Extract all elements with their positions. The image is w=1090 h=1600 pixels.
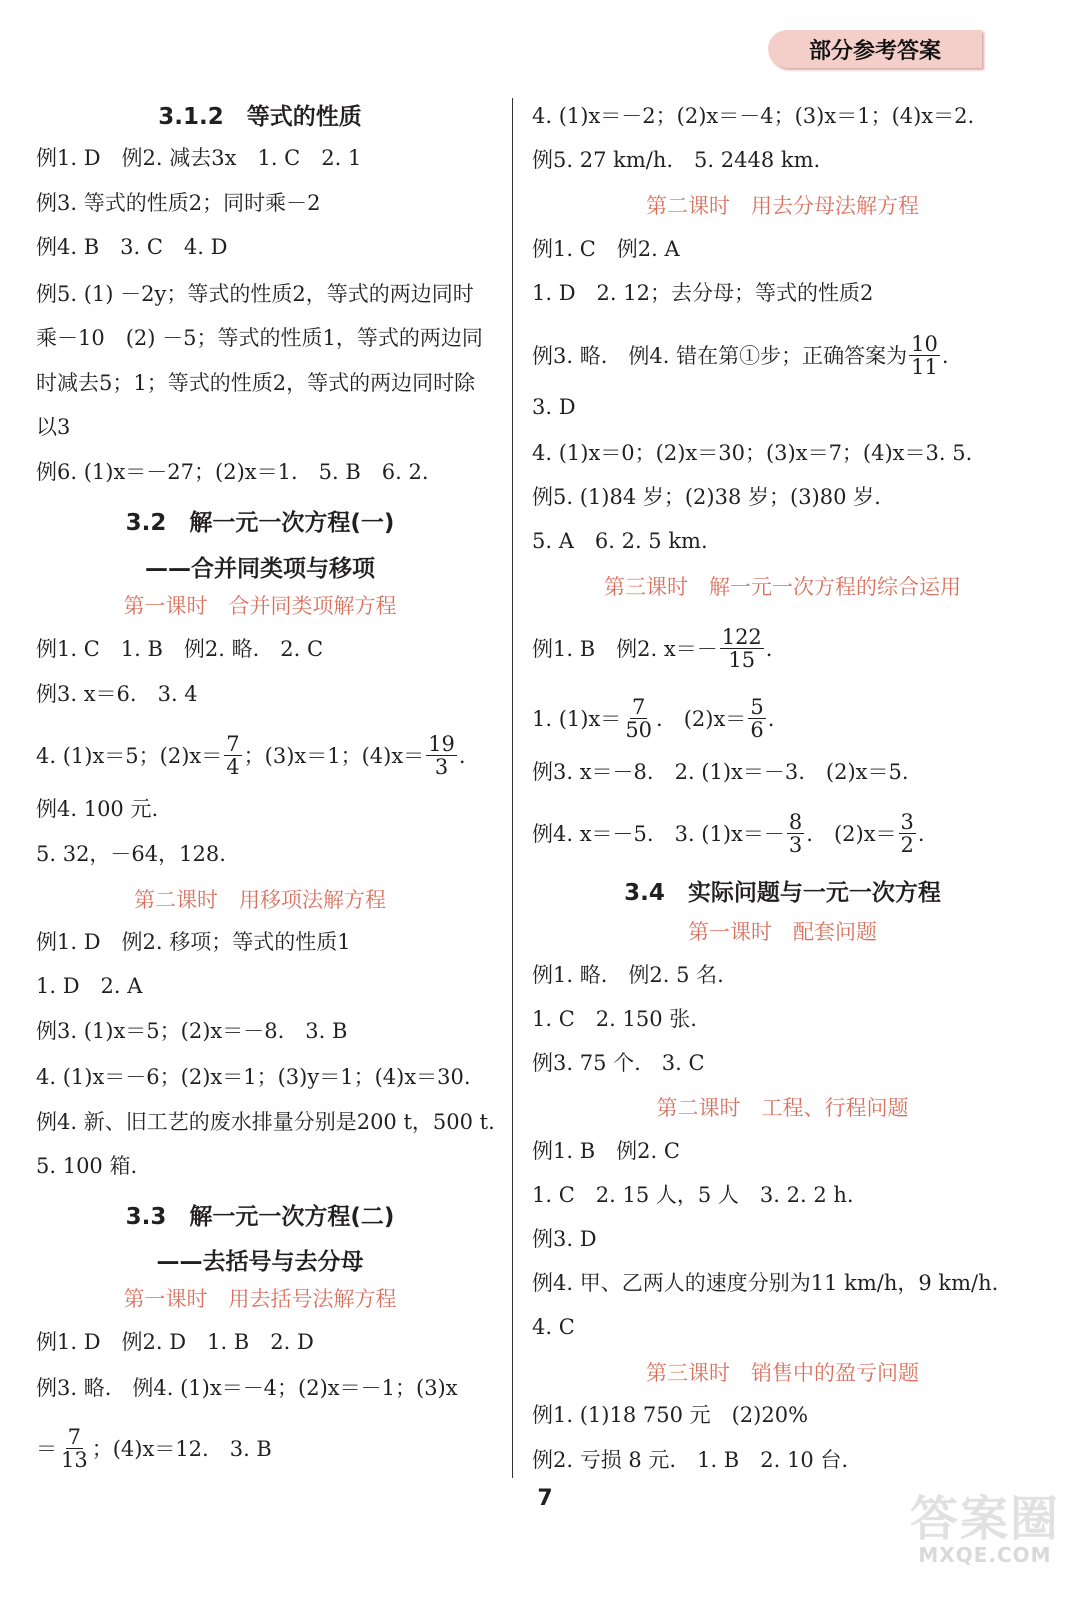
- section-title-3-4: 3.4 实际问题与一元一次方程: [624, 880, 941, 906]
- answer-line: 5. A 6. 2. 5 km.: [532, 529, 708, 553]
- answer-line: [532, 625, 773, 673]
- numerator: 7: [631, 695, 646, 719]
- section-subtitle-3-3: ——去括号与去分母: [156, 1249, 364, 1275]
- lesson-heading: 第三课时 解一元一次方程的综合运用: [604, 575, 961, 599]
- text-fragment: 例3. 略. 例4. 错在第①步；正确答案为: [532, 344, 908, 368]
- answer-line: 例1. D 例2. 移项；等式的性质1: [36, 930, 351, 954]
- answer-line: 例1. C 1. B 例2. 略. 2. C: [36, 637, 324, 661]
- answer-line: 4. (1)x＝－6；(2)x＝1；(3)y＝1；(4)x＝30.: [36, 1065, 471, 1089]
- answer-line: 例1. D 例2. D 1. B 2. D: [36, 1330, 314, 1354]
- answer-line: 例4. 新、旧工艺的废水排量分别是200 t，500 t.: [36, 1110, 495, 1134]
- numerator: 19: [428, 732, 455, 756]
- answer-line: 例5. (1) －2y；等式的性质2，等式的两边同时: [36, 282, 474, 306]
- numerator: 122: [721, 625, 762, 649]
- text-fragment: .: [765, 637, 773, 661]
- fraction: [909, 333, 940, 378]
- answer-line: 1. D 2. 12；去分母；等式的性质2: [532, 281, 874, 305]
- answer-line: 时减去5；1；等式的性质2，等式的两边同时除: [36, 371, 476, 395]
- page-number: 7: [537, 1486, 553, 1511]
- answer-line: 1. D 2. A: [36, 974, 143, 998]
- lesson-heading: 第一课时 配套问题: [688, 920, 877, 944]
- text-fragment: ；(4)x＝12. 3. B: [91, 1437, 272, 1461]
- answer-line: 例5. 27 km/h. 5. 2448 km.: [532, 148, 821, 172]
- watermark-logo: [890, 1480, 1080, 1590]
- answer-line: 例1. C 例2. A: [532, 237, 680, 261]
- text-fragment: 1. (1)x＝: [532, 707, 622, 731]
- section-title-3-2: 3.2 解一元一次方程(一): [125, 510, 395, 536]
- numerator: 3: [900, 810, 914, 834]
- watermark-url: MXQE.COM: [918, 1543, 1052, 1567]
- answer-line: [532, 695, 775, 743]
- fraction: [787, 811, 804, 856]
- lesson-heading: 第一课时 合并同类项解方程: [123, 594, 397, 618]
- numerator: 10: [911, 332, 938, 356]
- answer-line: 例3. 略. 例4. (1)x＝－4；(2)x＝－1；(3)x: [36, 1376, 458, 1400]
- denominator: 3: [434, 755, 449, 779]
- answer-line: 例3. 等式的性质2；同时乘－2: [36, 191, 321, 215]
- answer-line: 以3: [36, 415, 71, 439]
- answer-line: 例3. x＝6. 3. 4: [36, 682, 198, 706]
- answer-line: 例3. x＝－8. 2. (1)x＝－3. (2)x＝5.: [532, 760, 909, 784]
- answer-line: 例4. 100 元.: [36, 797, 159, 821]
- section-title-3-3: 3.3 解一元一次方程(二): [125, 1204, 395, 1230]
- numerator: 5: [750, 695, 764, 719]
- text-fragment: .: [767, 707, 775, 731]
- denominator: 50: [625, 718, 653, 742]
- column-divider: [512, 98, 513, 1478]
- lesson-heading: 第三课时 销售中的盈亏问题: [646, 1361, 919, 1385]
- section-title-3-1-2: 3.1.2 等式的性质: [158, 104, 362, 130]
- lesson-heading: 第二课时 用去分母法解方程: [646, 194, 919, 218]
- fraction: [720, 626, 764, 671]
- denominator: 4: [226, 755, 240, 779]
- denominator: 15: [728, 648, 756, 672]
- lesson-heading: 第一课时 用去括号法解方程: [123, 1287, 397, 1311]
- answer-line: 4. (1)x＝－2；(2)x＝－4；(3)x＝1；(4)x＝2.: [532, 104, 975, 128]
- numerator: 7: [67, 1425, 82, 1449]
- text-fragment: 例4. x＝－5. 3. (1)x＝－: [532, 822, 785, 846]
- numerator: 8: [788, 810, 803, 834]
- fraction: [748, 696, 765, 741]
- fraction: [426, 733, 457, 778]
- denominator: 2: [900, 833, 914, 857]
- answer-line: 例2. 亏损 8 元. 1. B 2. 10 台.: [532, 1448, 849, 1472]
- answer-line: 4. C: [532, 1315, 575, 1339]
- answer-line: 例4. 甲、乙两人的速度分别为11 km/h，9 km/h.: [532, 1271, 999, 1295]
- denominator: 3: [788, 833, 803, 857]
- answer-line: 例3. D: [532, 1227, 597, 1251]
- text-fragment: 4. (1)x＝5；(2)x＝: [36, 744, 223, 768]
- fraction: [623, 696, 654, 741]
- answer-line: 例1. 略. 例2. 5 名.: [532, 963, 724, 987]
- lesson-heading: 第二课时 工程、行程问题: [656, 1096, 909, 1120]
- watermark-text: 答案圈: [909, 1491, 1060, 1547]
- denominator: 6: [750, 718, 764, 742]
- answer-line: [532, 810, 925, 858]
- answer-line: [36, 732, 466, 780]
- answer-line: 3. D: [532, 395, 576, 419]
- header-title: 部分参考答案: [808, 38, 941, 64]
- answer-line: 例6. (1)x＝－27；(2)x＝1. 5. B 6. 2.: [36, 460, 429, 484]
- answer-line: [532, 332, 949, 380]
- answer-line: 例3. (1)x＝5；(2)x＝－8. 3. B: [36, 1019, 348, 1043]
- text-fragment: ＝: [36, 1437, 57, 1461]
- fraction: [59, 1426, 90, 1471]
- answer-line: 1. C 2. 15 人，5 人 3. 2. 2 h.: [532, 1183, 854, 1207]
- text-fragment: .: [917, 822, 925, 846]
- text-fragment: 例1. B 例2. x＝－: [532, 637, 718, 661]
- fraction: [899, 811, 916, 856]
- header-tab: [768, 30, 982, 68]
- answer-line: 例5. (1)84 岁；(2)38 岁；(3)80 岁.: [532, 485, 881, 509]
- answer-line: 5. 100 箱.: [36, 1154, 138, 1178]
- answer-line: 乘－10 (2) －5；等式的性质1，等式的两边同: [36, 326, 483, 350]
- denominator: 11: [911, 355, 938, 379]
- answer-line: 例3. 75 个. 3. C: [532, 1051, 705, 1075]
- text-fragment: .: [941, 344, 949, 368]
- text-fragment: . (2)x＝: [806, 822, 897, 846]
- text-fragment: . (2)x＝: [656, 707, 747, 731]
- answer-line: 例1. D 例2. 减去3x 1. C 2. 1: [36, 146, 362, 170]
- text-fragment: .: [458, 744, 466, 768]
- answer-line: 1. C 2. 150 张.: [532, 1007, 697, 1031]
- denominator: 13: [61, 1448, 88, 1472]
- text-fragment: ；(3)x＝1；(4)x＝: [243, 744, 425, 768]
- answer-line: 4. (1)x＝0；(2)x＝30；(3)x＝7；(4)x＝3. 5.: [532, 441, 973, 465]
- answer-line: 5. 32，－64，128.: [36, 842, 226, 866]
- fraction: [224, 733, 241, 778]
- answer-line: 例4. B 3. C 4. D: [36, 235, 228, 259]
- numerator: 7: [226, 732, 240, 756]
- answer-line: [36, 1425, 272, 1473]
- lesson-heading: 第二课时 用移项法解方程: [134, 888, 386, 912]
- section-subtitle-3-2: ——合并同类项与移项: [145, 556, 375, 582]
- answer-line: 例1. (1)18 750 元 (2)20%: [532, 1403, 809, 1427]
- answer-line: 例1. B 例2. C: [532, 1139, 680, 1163]
